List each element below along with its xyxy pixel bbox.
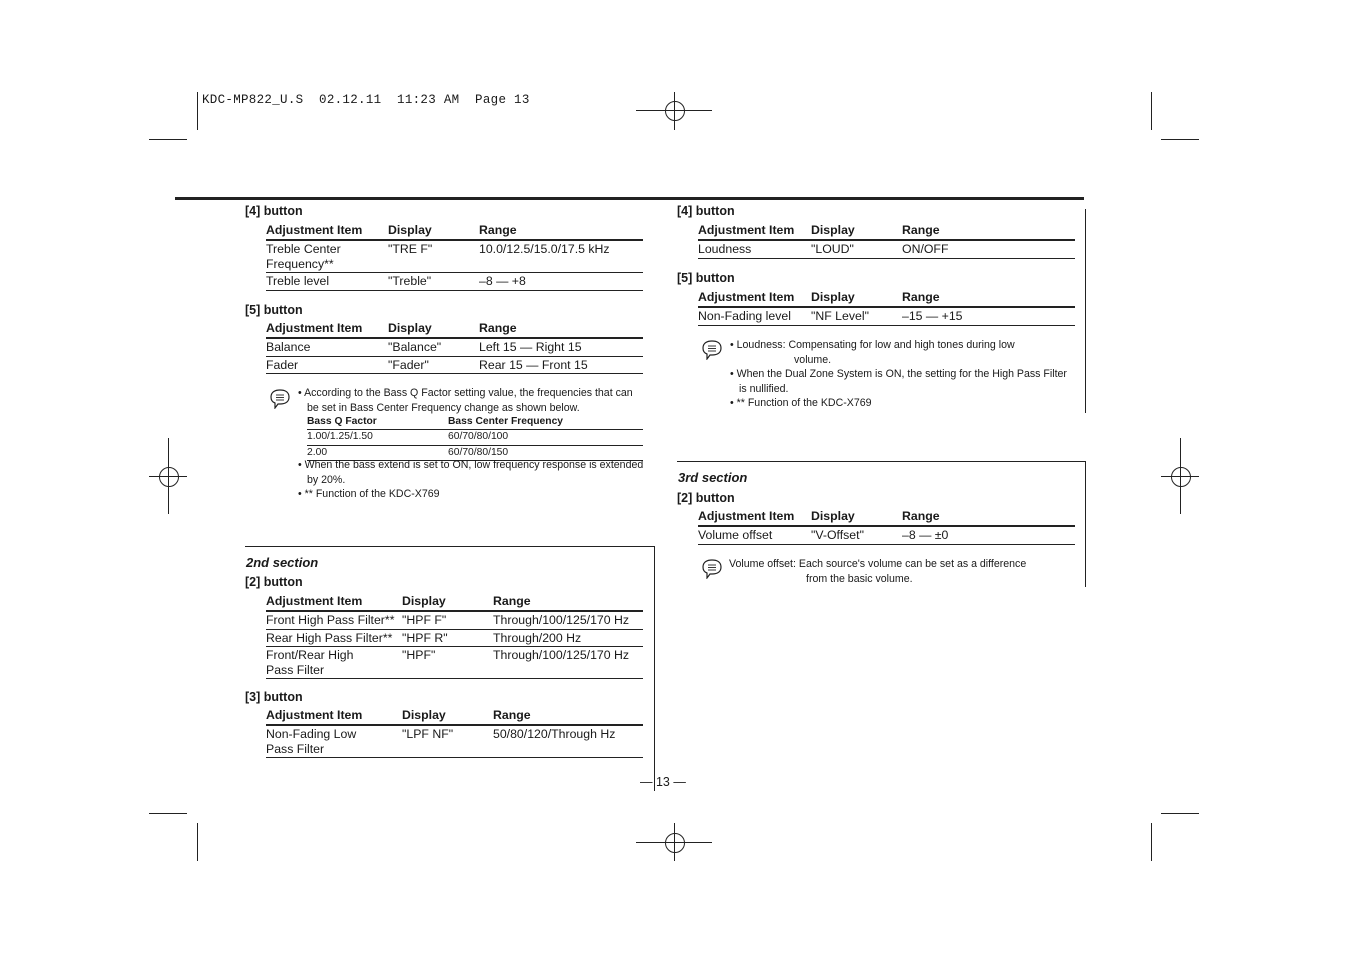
right-btn5-heading: [5] button xyxy=(677,271,735,285)
col-header: Range xyxy=(902,223,1075,240)
col-header: Adjustment Item xyxy=(698,290,811,307)
cell-range: –15 — +15 xyxy=(902,307,1075,325)
col-header: Adjustment Item xyxy=(266,594,402,611)
section3-heading: 3rd section xyxy=(678,470,748,485)
note-icon xyxy=(701,340,723,360)
col-header: Adjustment Item xyxy=(266,708,402,725)
cell-display: "Balance" xyxy=(388,338,479,356)
cell-range: 50/80/120/Through Hz xyxy=(493,725,643,758)
col-header: Adjustment Item xyxy=(698,509,811,526)
section2-btn2-heading: [2] button xyxy=(245,575,303,589)
table-row xyxy=(307,430,643,446)
left-btn5-heading: [5] button xyxy=(245,303,303,317)
right-btn4-heading: [4] button xyxy=(677,204,735,218)
table-row xyxy=(266,273,643,291)
crop-mark xyxy=(197,92,198,130)
note-loudness xyxy=(730,338,1075,411)
note-bass-extend xyxy=(298,458,644,502)
cell-item: Rear High Pass Filter** xyxy=(266,629,402,647)
section2-rule xyxy=(245,546,655,547)
cell-item: Treble Center Frequency** xyxy=(266,240,388,273)
cell-display: "HPF R" xyxy=(402,629,493,647)
section2-btn3-heading: [3] button xyxy=(245,690,303,704)
table-row xyxy=(266,338,643,356)
right-rule-upper xyxy=(1085,209,1086,413)
cell-range: Through/200 Hz xyxy=(493,629,643,647)
left-btn4-table xyxy=(266,223,643,291)
col-header: Adjustment Item xyxy=(266,321,388,338)
note-icon xyxy=(269,389,291,409)
col-header: Range xyxy=(479,321,643,338)
note-line: Volume offset: Each source's volume can be set as a difference xyxy=(729,558,1027,570)
col-header: Range xyxy=(902,509,1075,526)
note-bullet: • Loudness: Compensating for low and high tones during low xyxy=(730,339,1015,351)
note-bullet: • According to the Bass Q Factor setting value, the frequencies that can be set in Bass Center Frequency change as shown below. xyxy=(298,387,633,414)
note-bullet: • When the Dual Zone System is ON, the setting for the High Pass Filter is nullified. xyxy=(730,368,1067,395)
cell-item: Fader xyxy=(266,356,388,374)
cell-item: Front High Pass Filter** xyxy=(266,611,402,629)
note-bullet-cont: volume. xyxy=(794,353,832,366)
crop-mark xyxy=(149,139,187,140)
col-header: Display xyxy=(811,223,902,240)
col-header: Display xyxy=(811,290,902,307)
cell-item: Non-Fading Low Pass Filter xyxy=(266,725,402,758)
col-header: Range xyxy=(902,290,1075,307)
table-row xyxy=(266,240,643,273)
col-header: Range xyxy=(479,223,643,240)
left-btn5-table xyxy=(266,321,643,374)
top-rule xyxy=(175,197,1084,200)
print-header: KDC-MP822_U.S 02.12.11 11:23 AM Page 13 xyxy=(202,93,530,107)
cell-display: "LOUD" xyxy=(811,240,902,258)
page-number: — 13 — xyxy=(640,775,686,789)
cell-range: Through/100/125/170 Hz xyxy=(493,647,643,679)
cell-display: "HPF F" xyxy=(402,611,493,629)
table-row xyxy=(698,526,1075,544)
note-bullet: • ** Function of the KDC-X769 xyxy=(730,397,872,409)
col-header: Bass Center Frequency xyxy=(448,415,643,430)
crop-mark xyxy=(1151,823,1152,861)
cell-display: "TRE F" xyxy=(388,240,479,273)
cell-display: "NF Level" xyxy=(811,307,902,325)
cell: 1.00/1.25/1.50 xyxy=(307,430,448,446)
col-header: Adjustment Item xyxy=(266,223,388,240)
col-header: Display xyxy=(402,708,493,725)
crop-mark xyxy=(1161,813,1199,814)
cell-item: Treble level xyxy=(266,273,388,291)
cell-display: "LPF NF" xyxy=(402,725,493,758)
col-header: Bass Q Factor xyxy=(307,415,448,430)
crop-mark xyxy=(1161,139,1199,140)
cell-range: 10.0/12.5/15.0/17.5 kHz xyxy=(479,240,643,273)
table-row xyxy=(698,240,1075,258)
col-header: Display xyxy=(402,594,493,611)
cell-range: Rear 15 — Front 15 xyxy=(479,356,643,374)
cell-item: Non-Fading level xyxy=(698,307,811,325)
section3-rule xyxy=(677,461,1086,462)
crop-mark xyxy=(1151,92,1152,130)
col-header: Display xyxy=(388,223,479,240)
cell-display: "HPF" xyxy=(402,647,493,679)
cell-range: –8 — +8 xyxy=(479,273,643,291)
section2-heading: 2nd section xyxy=(246,555,319,570)
cell-item: Volume offset xyxy=(698,526,811,544)
cell-display: "Treble" xyxy=(388,273,479,291)
bass-q-table xyxy=(307,415,643,461)
note-icon xyxy=(701,559,723,579)
col-header: Adjustment Item xyxy=(698,223,811,240)
table-row xyxy=(266,611,643,629)
cell-display: "V-Offset" xyxy=(811,526,902,544)
cell: 2.00 xyxy=(307,445,448,461)
cell-range: Left 15 — Right 15 xyxy=(479,338,643,356)
cell-item: Balance xyxy=(266,338,388,356)
table-row xyxy=(266,629,643,647)
table-row xyxy=(266,647,643,679)
left-column-rule xyxy=(654,546,655,791)
left-btn4-heading: [4] button xyxy=(245,204,303,218)
right-btn4-table xyxy=(698,223,1075,259)
section2-btn2-table xyxy=(266,594,643,679)
section3-side-rule xyxy=(1085,461,1086,587)
note-bullet: • ** Function of the KDC-X769 xyxy=(298,488,440,500)
cell: 60/70/80/100 xyxy=(448,430,643,446)
table-row xyxy=(266,356,643,374)
col-header: Display xyxy=(388,321,479,338)
table-row xyxy=(266,725,643,758)
crop-mark xyxy=(149,813,187,814)
cell-display: "Fader" xyxy=(388,356,479,374)
cell-item: Front/Rear High Pass Filter xyxy=(266,647,402,679)
table-row xyxy=(698,307,1075,325)
cell-range: –8 — ±0 xyxy=(902,526,1075,544)
note-bullet: • When the bass extend is set to ON, low frequency response is extended by 20%. xyxy=(298,459,644,486)
col-header: Range xyxy=(493,708,643,725)
right-btn5-table xyxy=(698,290,1075,326)
cell-item: Loudness xyxy=(698,240,811,258)
crop-mark xyxy=(197,823,198,861)
note-line-cont: from the basic volume. xyxy=(806,572,913,585)
section3-btn2-heading: [2] button xyxy=(677,491,735,505)
note-bass-q xyxy=(298,386,644,415)
section3-btn2-table xyxy=(698,509,1075,545)
cell-range: ON/OFF xyxy=(902,240,1075,258)
cell-range: Through/100/125/170 Hz xyxy=(493,611,643,629)
col-header: Display xyxy=(811,509,902,526)
cell: 60/70/80/150 xyxy=(448,445,643,461)
section2-btn3-table xyxy=(266,708,643,758)
col-header: Range xyxy=(493,594,643,611)
note-volume-offset xyxy=(729,557,1075,586)
